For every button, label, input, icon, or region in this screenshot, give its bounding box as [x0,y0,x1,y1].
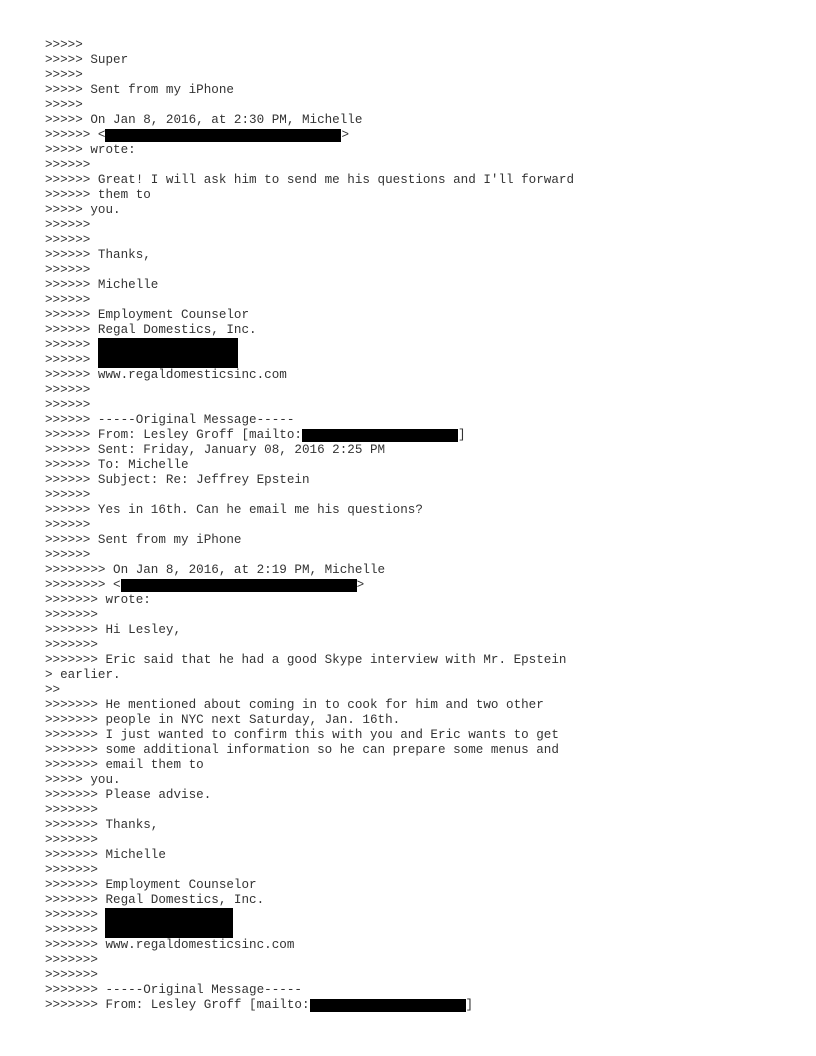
email-line [45,218,785,233]
line-text: >>>>> [45,98,83,112]
email-line [45,728,785,743]
email-line [45,593,785,608]
line-text: >>>>>>> From: Lesley Groff [mailto: [45,998,310,1012]
email-line [45,743,785,758]
email-line [45,158,785,173]
line-text: >>>>>> Regal Domestics, Inc. [45,323,257,337]
redaction-block [121,579,357,592]
email-line [45,968,785,983]
email-line [45,83,785,98]
redaction-block [310,999,466,1012]
email-line [45,533,785,548]
email-line [45,458,785,473]
email-line [45,428,785,443]
line-text: >>>>> you. [45,773,121,787]
email-line [45,773,785,788]
email-line [45,803,785,818]
line-text: >>>>>> Yes in 16th. Can he email me his questions? [45,503,423,517]
line-text: >>>>>> www.regaldomesticsinc.com [45,368,287,382]
email-line [45,323,785,338]
line-text: >>>>>>> I just wanted to confirm this with you and Eric wants to get [45,728,559,742]
line-text: >>>>>> [45,518,91,532]
line-text: >>>>>> [45,398,91,412]
line-text: >>>>>>> Michelle [45,848,166,862]
line-text-after: ] [457,428,466,442]
email-line [45,683,785,698]
line-text: >>>>>> [45,383,91,397]
line-text: >>>>>>> email them to [45,758,204,772]
email-line [45,548,785,563]
email-line [45,383,785,398]
email-line [45,788,785,803]
line-text: >>>>>>> www.regaldomesticsinc.com [45,938,295,952]
email-line [45,638,785,653]
line-text: >>>>>>> [45,863,98,877]
email-line [45,503,785,518]
email-line [45,668,785,683]
line-text: >>>>>>> people in NYC next Saturday, Jan. 16th. [45,713,401,727]
email-line [45,263,785,278]
line-text-after: > [356,578,365,592]
line-text: >>>>>>> some additional information so he can prepare some menus and [45,743,559,757]
line-text: >>>>>>> -----Original Message----- [45,983,302,997]
email-line [45,398,785,413]
line-text: >>>>>>> Employment Counselor [45,878,257,892]
line-text: >>>>>>>> < [45,578,121,592]
email-line [45,908,785,923]
line-text: >>>>>> From: Lesley Groff [mailto: [45,428,302,442]
email-line [45,983,785,998]
line-text: >>>>>> [45,263,91,277]
line-text: >>>>>> Subject: Re: Jeffrey Epstein [45,473,310,487]
line-text: >>>>>>> He mentioned about coming in to cook for him and two other [45,698,544,712]
line-text: >>>>>> Thanks, [45,248,151,262]
line-text: >>>>>> Michelle [45,278,159,292]
redaction-block [105,908,233,938]
email-line [45,758,785,773]
email-line [45,893,785,908]
line-text-after: > [341,128,350,142]
email-line [45,413,785,428]
line-text: >>>>>>> [45,803,98,817]
line-text: >>>>>>>> On Jan 8, 2016, at 2:19 PM, Michelle [45,563,386,577]
email-line [45,608,785,623]
email-line [45,143,785,158]
email-line [45,128,785,143]
line-text: >>>>> Super [45,53,129,67]
line-text: >>>>>>> [45,968,98,982]
email-line [45,833,785,848]
email-line [45,368,785,383]
line-text: >>>>>>> [45,833,98,847]
line-text: >>>>>>> [45,953,98,967]
email-line [45,578,785,593]
line-text: >>>>>> < [45,128,106,142]
line-text: >>>>>> [45,233,91,247]
line-text: >>>>>> [45,218,91,232]
line-text: >>>>>> -----Original Message----- [45,413,295,427]
line-text: >>>>>> Sent from my iPhone [45,533,242,547]
email-line [45,653,785,668]
line-text: >>>>> Sent from my iPhone [45,83,234,97]
redaction-block [98,338,238,368]
email-line [45,848,785,863]
email-line [45,878,785,893]
line-text: >>>>>> [45,488,91,502]
line-text: >>>>>>> Eric said that he had a good Skype interview with Mr. Epstein [45,653,567,667]
line-text: >> [45,683,61,697]
email-line [45,203,785,218]
email-line [45,173,785,188]
email-line [45,998,785,1013]
line-text: >>>>> wrote: [45,143,136,157]
email-line [45,248,785,263]
email-line [45,563,785,578]
line-text: >>>>>> To: Michelle [45,458,189,472]
line-text: >>>>> [45,68,83,82]
email-line [45,113,785,128]
line-text: >>>>>>> wrote: [45,593,151,607]
line-text: >>>>>>> Please advise. [45,788,212,802]
email-line [45,938,785,953]
line-text: >>>>> On Jan 8, 2016, at 2:30 PM, Michelle [45,113,363,127]
email-line [45,953,785,968]
email-line [45,698,785,713]
line-text: >>>>>>> Hi Lesley, [45,623,182,637]
line-text: >>>>>>> [45,638,98,652]
line-text: >>>>>> [45,548,91,562]
line-text: > earlier. [45,668,121,682]
email-line [45,443,785,458]
line-text: >>>>>>> [45,923,98,937]
line-text: >>>>>> Sent: Friday, January 08, 2016 2:25 PM [45,443,386,457]
email-line [45,233,785,248]
email-line [45,818,785,833]
email-line [45,188,785,203]
line-text-after: ] [465,998,474,1012]
email-line [45,98,785,113]
line-text: >>>>>>> [45,908,106,922]
line-text: >>>>>>> Regal Domestics, Inc. [45,893,265,907]
line-text: >>>>> you. [45,203,121,217]
email-line [45,53,785,68]
line-text: >>>>>>> [45,608,98,622]
line-text: >>>>>> [45,158,91,172]
line-text: >>>>>> [45,293,91,307]
line-text: >>>>>> Employment Counselor [45,308,250,322]
line-text: >>>>> [45,38,83,52]
redaction-block [302,429,458,442]
redaction-block [105,129,341,142]
email-line [45,488,785,503]
email-line [45,863,785,878]
email-line [45,623,785,638]
email-line [45,68,785,83]
email-thread-document [45,38,785,1013]
line-text: >>>>>> [45,338,98,352]
email-line [45,713,785,728]
line-text: >>>>>> Great! I will ask him to send me his questions and I'll forward [45,173,575,187]
line-text: >>>>>> them to [45,188,151,202]
line-text: >>>>>>> Thanks, [45,818,159,832]
email-line [45,278,785,293]
email-line [45,518,785,533]
email-line [45,38,785,53]
email-line [45,473,785,488]
line-text: >>>>>> [45,353,91,367]
email-line [45,293,785,308]
email-line [45,338,785,353]
email-line [45,308,785,323]
